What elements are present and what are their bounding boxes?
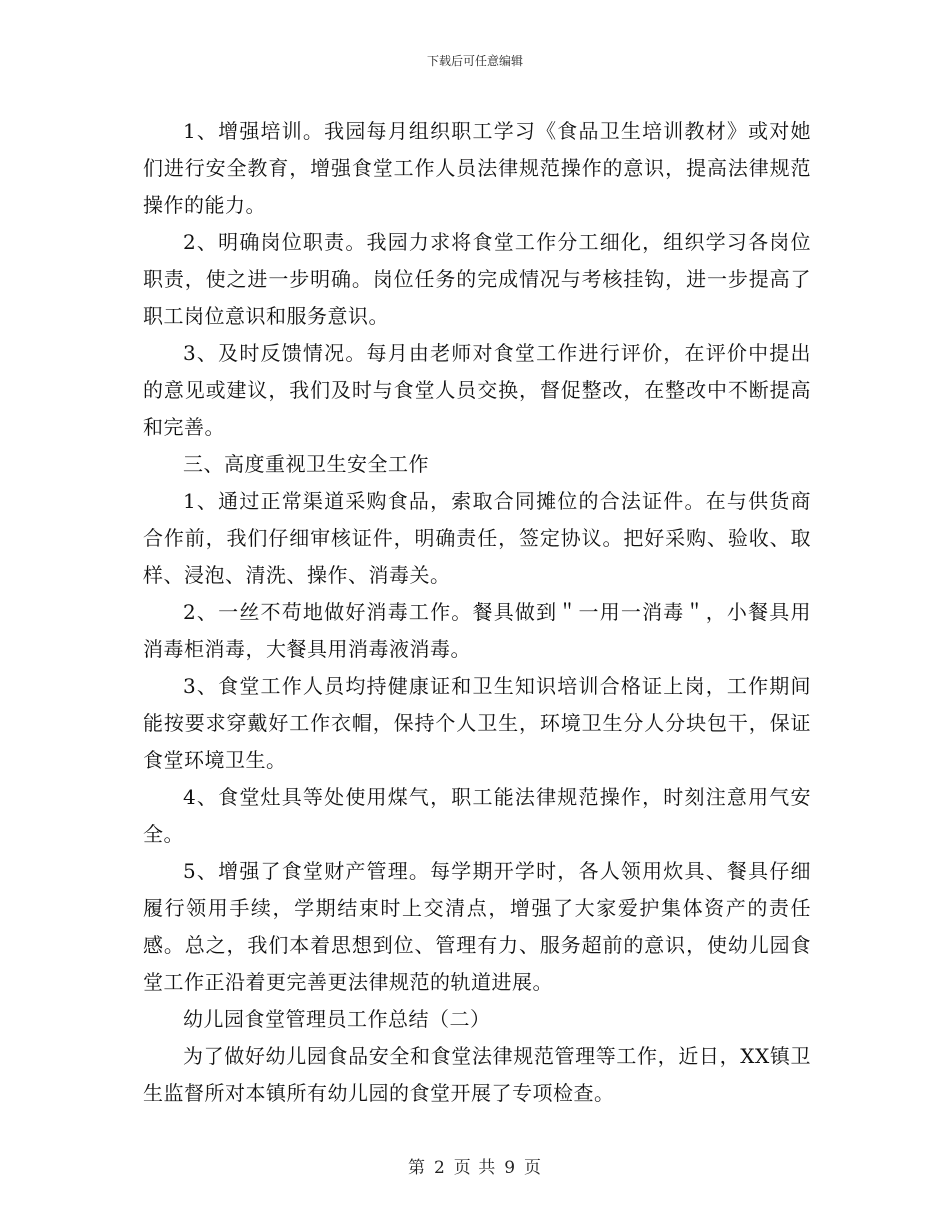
paragraph-procurement: 1、通过正常渠道采购食品，索取合同摊位的合法证件。在与供货商合作前，我们仔细审核证件，明确责任，签定协议。把好采购、验收、取样、浸泡、清洗、操作、消毒关。	[143, 489, 811, 587]
section-heading-summary-two: 幼儿园食堂管理员工作总结（二）	[183, 1007, 491, 1031]
total-pages: 9	[504, 1158, 517, 1178]
paragraph-inspection: 为了做好幼儿园食品安全和食堂法律规范管理等工作，近日，XX镇卫生监督所对本镇所有幼儿园的食堂开展了专项检查。	[143, 1044, 811, 1105]
paragraph-responsibilities: 2、明确岗位职责。我园力求将食堂工作分工细化，组织学习各岗位职责，使之进一步明确。岗位任务的完成情况与考核挂钩，进一步提高了职工岗位意识和服务意识。	[143, 230, 811, 328]
paragraph-staff-certification: 3、食堂工作人员均持健康证和卫生知识培训合格证上岗，工作期间能按要求穿戴好工作衣帽，保持个人卫生，环境卫生分人分块包干，保证食堂环境卫生。	[143, 674, 811, 772]
page-label-mid: 页 共	[453, 1158, 497, 1178]
paragraph-property-management: 5、增强了食堂财产管理。每学期开学时，各人领用炊具、餐具仔细履行领用手续，学期结束时上交清点，增强了大家爱护集体资产的责任感。总之，我们本着思想到位、管理有力、服务超前的意识，使幼儿园食堂工作正沿着更完善更法律规范的轨道进展。	[143, 859, 811, 994]
page-label-suffix: 页	[524, 1158, 543, 1178]
paragraph-disinfection: 2、一丝不苟地做好消毒工作。餐具做到＂一用一消毒＂，小餐具用消毒柜消毒，大餐具用消毒液消毒。	[143, 600, 811, 661]
page-number: 2	[433, 1158, 446, 1178]
paragraph-feedback: 3、及时反馈情况。每月由老师对食堂工作进行评价，在评价中提出的意见或建议，我们及时与食堂人员交换，督促整改，在整改中不断提高和完善。	[143, 341, 811, 439]
paragraph-gas-safety: 4、食堂灶具等处使用煤气，职工能法律规范操作，时刻注意用气安全。	[143, 785, 811, 846]
document-body	[143, 113, 811, 1112]
paragraph-training: 1、增强培训。我园每月组织职工学习《食品卫生培训教材》或对她们进行安全教育，增强食堂工作人员法律规范操作的意识，提高法律规范操作的能力。	[143, 119, 811, 217]
section-heading-hygiene-safety: 三、高度重视卫生安全工作	[183, 452, 429, 476]
page-footer	[0, 1153, 950, 1178]
page-label-prefix: 第	[407, 1158, 426, 1178]
page-header: 下载后可任意编辑	[426, 54, 523, 68]
